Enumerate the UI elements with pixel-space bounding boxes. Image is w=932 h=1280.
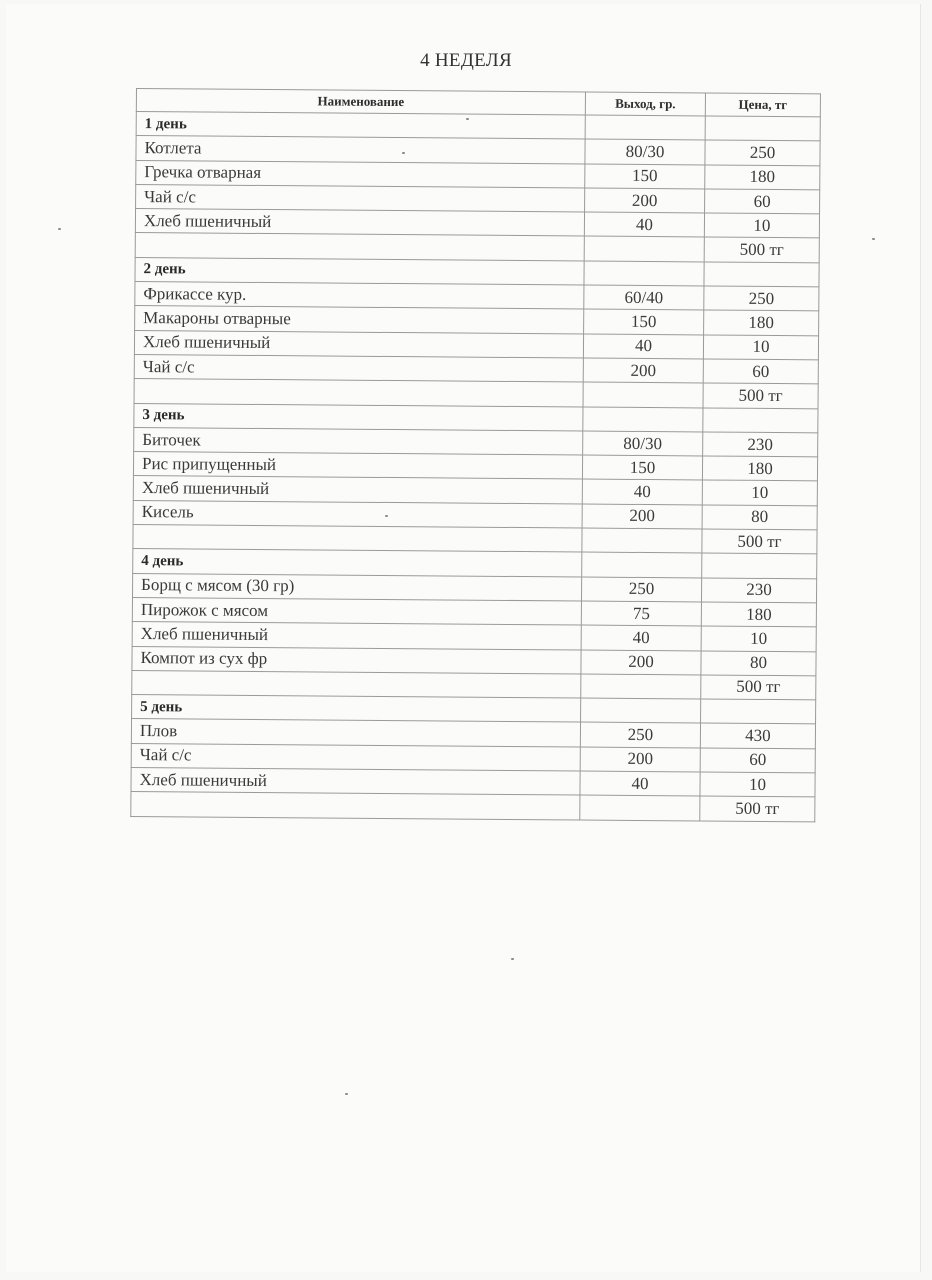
dish-name: Чай с/с <box>134 354 583 382</box>
dish-output: 200 <box>581 650 701 675</box>
scan-speck <box>58 228 61 230</box>
dish-name: Хлеб пшеничный <box>131 767 580 795</box>
dish-name: Хлеб пшеничный <box>133 476 582 504</box>
dish-price: 10 <box>700 772 815 797</box>
day-label: 1 день <box>136 112 585 140</box>
empty-cell <box>135 233 584 261</box>
dish-output: 200 <box>583 358 703 383</box>
scan-speck <box>345 1093 348 1095</box>
dish-price: 180 <box>704 310 819 335</box>
dish-output: 80/30 <box>585 139 705 164</box>
dish-price: 10 <box>704 213 819 238</box>
dish-price: 230 <box>703 432 818 457</box>
dish-name: Хлеб пшеничный <box>132 622 581 650</box>
empty-cell <box>583 407 703 432</box>
dish-output: 40 <box>583 334 703 359</box>
empty-cell <box>132 670 581 698</box>
header-output: Выход, гр. <box>585 92 705 116</box>
dish-output: 40 <box>582 479 702 504</box>
dish-price: 180 <box>705 165 820 190</box>
dish-name: Плов <box>131 719 580 747</box>
page-title: 4 НЕДЕЛЯ <box>420 50 512 71</box>
empty-cell <box>582 528 702 553</box>
dish-output: 250 <box>580 722 700 747</box>
dish-name: Кисель <box>133 500 582 528</box>
dish-price: 60 <box>703 359 818 384</box>
dish-name: Биточек <box>134 427 583 455</box>
empty-cell <box>133 525 582 553</box>
dish-output: 40 <box>581 625 701 650</box>
scan-speck <box>385 515 388 517</box>
dish-name: Макароны отварные <box>135 306 584 334</box>
dish-price: 80 <box>701 650 816 675</box>
scan-speck <box>511 958 514 960</box>
scan-speck <box>402 152 405 154</box>
dish-output: 150 <box>585 164 705 189</box>
dish-price: 10 <box>702 480 817 505</box>
dish-price: 230 <box>701 578 816 603</box>
empty-cell <box>584 261 704 286</box>
day-label: 3 день <box>134 403 583 431</box>
dish-output: 250 <box>581 577 701 602</box>
empty-cell <box>583 382 703 407</box>
menu-table-body <box>131 112 821 822</box>
dish-name: Чай с/с <box>131 743 580 771</box>
scan-speck <box>872 238 875 240</box>
dish-price: 180 <box>702 456 817 481</box>
dish-price: 80 <box>702 505 817 530</box>
dish-name: Фрикассе кур. <box>135 282 584 310</box>
empty-cell <box>581 674 701 699</box>
dish-name: Компот из сух фр <box>132 646 581 674</box>
day-total: 500 тг <box>702 529 817 554</box>
empty-cell <box>131 792 580 820</box>
total-row <box>131 792 815 822</box>
dish-output: 200 <box>585 188 705 213</box>
menu-table <box>130 88 821 822</box>
dish-output: 150 <box>584 309 704 334</box>
empty-cell <box>134 379 583 407</box>
dish-price: 60 <box>700 748 815 773</box>
header-price: Цена, тг <box>705 93 820 117</box>
empty-cell <box>581 698 701 723</box>
scan-speck <box>466 118 469 120</box>
empty-cell <box>580 795 700 820</box>
dish-price: 430 <box>700 723 815 748</box>
dish-output: 75 <box>581 601 701 626</box>
dish-output: 150 <box>582 455 702 480</box>
header-name: Наименование <box>136 89 585 116</box>
dish-name: Рис припущенный <box>133 452 582 480</box>
dish-output: 80/30 <box>583 431 703 456</box>
empty-cell <box>705 116 820 141</box>
dish-price: 60 <box>705 189 820 214</box>
day-label: 5 день <box>132 695 581 723</box>
empty-cell <box>585 115 705 140</box>
empty-cell <box>702 553 817 578</box>
day-total: 500 тг <box>704 237 819 262</box>
dish-price: 180 <box>701 602 816 627</box>
dish-output: 40 <box>584 212 704 237</box>
day-total: 500 тг <box>703 383 818 408</box>
dish-name: Гречка отварная <box>136 160 585 188</box>
dish-output: 40 <box>580 771 700 796</box>
dish-output: 200 <box>580 747 700 772</box>
dish-name: Пирожок с мясом <box>132 597 581 625</box>
dish-price: 250 <box>704 286 819 311</box>
dish-price: 10 <box>703 335 818 360</box>
dish-price: 10 <box>701 626 816 651</box>
day-total: 500 тг <box>701 675 816 700</box>
dish-name: Хлеб пшеничный <box>135 209 584 237</box>
dish-name: Котлета <box>136 136 585 164</box>
dish-output: 60/40 <box>584 285 704 310</box>
dish-output: 200 <box>582 504 702 529</box>
dish-name: Чай с/с <box>136 184 585 212</box>
empty-cell <box>584 237 704 262</box>
dish-price: 250 <box>705 140 820 165</box>
empty-cell <box>582 552 702 577</box>
empty-cell <box>703 408 818 433</box>
day-total: 500 тг <box>700 796 815 821</box>
dish-name: Хлеб пшеничный <box>134 330 583 358</box>
day-label: 4 день <box>133 549 582 577</box>
empty-cell <box>701 699 816 724</box>
day-label: 2 день <box>135 257 584 285</box>
dish-name: Борщ с мясом (30 гр) <box>132 573 581 601</box>
empty-cell <box>704 262 819 287</box>
